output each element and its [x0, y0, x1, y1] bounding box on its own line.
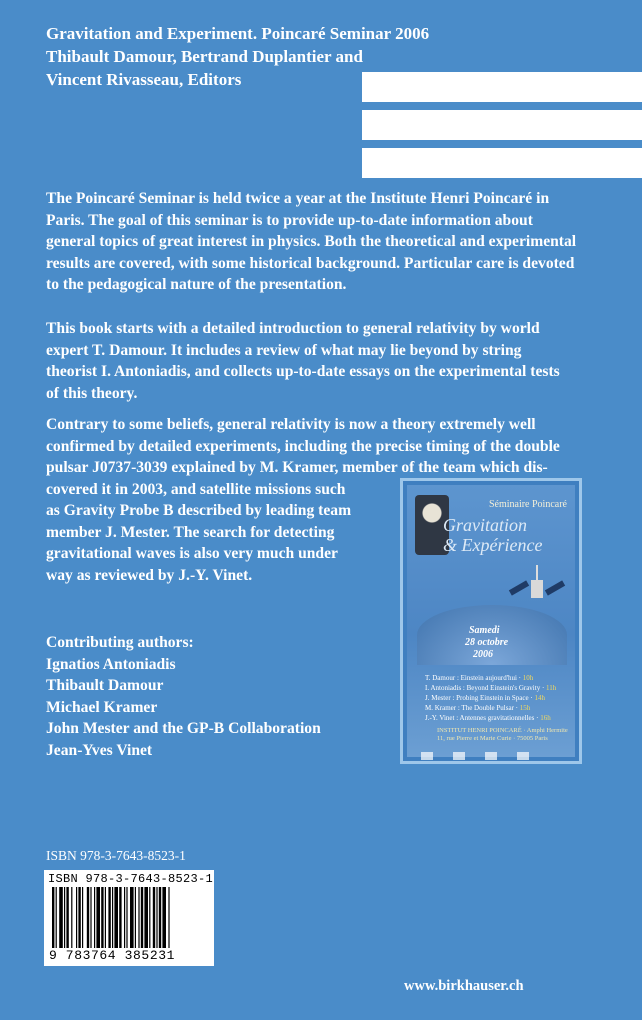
program-time: 10h — [522, 674, 534, 682]
paragraph-line: general topics of great interest in physics. Both the theoretical and experimental — [46, 233, 577, 250]
program-talk: J. Mester : Probing Einstein in Space — [425, 694, 529, 702]
authors-heading: Contributing authors: — [46, 634, 194, 651]
program-item: T. Damour : Einstein aujourd'hui · 10h — [425, 674, 534, 682]
paragraph-intro — [46, 188, 576, 296]
author-name: Michael Kramer — [46, 698, 158, 716]
paragraph-line: confirmed by detailed experiments, including the precise timing of the double — [46, 437, 560, 455]
paragraph-line: of this theory. — [46, 384, 138, 402]
poster-date-month: 28 octobre — [465, 637, 509, 648]
decorative-bar-3 — [362, 148, 642, 178]
program-talk: I. Antoniadis : Beyond Einstein's Gravity — [425, 684, 541, 692]
paragraph-line: as Gravity Probe B described by leading team — [46, 502, 352, 519]
poster-date-year: 2006 — [473, 649, 493, 660]
paragraph-line: expert T. Damour. It includes a review of what may lie beyond by string — [46, 341, 522, 359]
paragraph-line: covered it in 2003, and satellite missions such — [46, 480, 346, 498]
program-item: J.-Y. Vinet : Antennes gravitationnelles · 16h — [425, 714, 551, 722]
paragraph-line: to the pedagogical nature of the presentation. — [46, 276, 347, 293]
contributing-authors — [46, 632, 321, 761]
paragraph-line: results are covered, with some historical background. Particular care is devoted — [46, 254, 575, 272]
sponsor-logo-icon — [517, 752, 529, 760]
decorative-bar-1 — [362, 72, 642, 102]
seminar-poster-image — [400, 478, 582, 764]
barcode — [44, 870, 214, 966]
program-talk: M. Kramer : The Double Pulsar — [425, 704, 514, 712]
poster-title-1: Gravitation — [443, 515, 527, 535]
paragraph-line: This book starts with a detailed introduction to general relativity by world — [46, 320, 540, 337]
poster-title-2: & Expérience — [443, 535, 543, 555]
sponsor-logo-icon — [485, 752, 497, 760]
author-name: Thibault Damour — [46, 677, 164, 694]
program-item: I. Antoniadis : Beyond Einstein's Gravity · 11h — [425, 684, 557, 692]
isbn-label: ISBN 978-3-7643-8523-1 — [46, 848, 186, 863]
paragraph-line: Paris. The goal of this seminar is to provide up-to-date information about — [46, 211, 533, 229]
program-time: 14h — [534, 694, 545, 702]
poster-institute-name: INSTITUT HENRI POINCARÉ · Amphi Hermite — [437, 727, 568, 734]
decorative-bar-2 — [362, 110, 642, 140]
header-editors-line2: Vincent Rivasseau, Editors — [46, 70, 242, 89]
publisher-website: www.birkhauser.ch — [404, 978, 524, 994]
program-time: 16h — [540, 714, 551, 722]
poster-series-a: Séminaire — [488, 499, 530, 510]
poster-program — [425, 673, 556, 723]
paragraph-line: Contrary to some beliefs, general relativity is now a theory extremely well — [46, 416, 536, 433]
poster-background — [407, 485, 575, 757]
header-editors-line1: Thibault Damour, Bertrand Duplantier and — [46, 47, 363, 66]
sponsor-logo-icon — [421, 752, 433, 760]
poster-date-day: Samedi — [469, 625, 500, 636]
program-item: J. Mester : Probing Einstein in Space · 14h — [425, 694, 545, 702]
sponsor-logos — [421, 747, 571, 757]
sponsor-logo-icon — [453, 752, 465, 760]
paragraph-book-contents — [46, 318, 560, 404]
author-name: John Mester and the GP-B Collaboration — [46, 720, 321, 737]
program-item: M. Kramer : The Double Pulsar · 15h — [425, 704, 531, 712]
program-time: 15h — [519, 704, 531, 712]
program-talk: T. Damour : Einstein aujourd'hui — [425, 674, 517, 682]
barcode-digits: 9 783764 385231 — [49, 948, 176, 963]
author-name: Jean-Yves Vinet — [46, 741, 153, 759]
paragraph-line: The Poincaré Seminar is held twice a year at the Institute Henri Poincaré in — [46, 190, 550, 207]
paragraph-line: pulsar J0737-3039 explained by M. Kramer, member of the team which dis- — [46, 459, 548, 476]
paragraph-line: theorist I. Antoniadis, and collects up-to-date essays on the experimental tests — [46, 363, 560, 380]
poster-series-b: Poincaré — [532, 499, 567, 510]
program-talk: J.-Y. Vinet : Antennes gravitationnelles — [425, 714, 535, 722]
poster-institute-address: 11, rue Pierre et Marie Curie · 75005 Paris — [437, 735, 548, 742]
barcode-isbn-text: ISBN 978-3-7643-8523-1 — [48, 872, 214, 886]
header-title: Gravitation and Experiment. Poincaré Seminar 2006 — [46, 24, 430, 43]
author-name: Ignatios Antoniadis — [46, 655, 176, 673]
barcode-bars-icon — [52, 887, 208, 953]
paragraph-line: gravitational waves is also very much under — [46, 545, 338, 562]
program-time: 11h — [546, 684, 557, 692]
poster-series — [489, 499, 567, 510]
paragraph-line: member J. Mester. The search for detecting — [46, 523, 335, 541]
paragraph-line: way as reviewed by J.-Y. Vinet. — [46, 566, 253, 584]
poster-institute — [437, 727, 568, 743]
